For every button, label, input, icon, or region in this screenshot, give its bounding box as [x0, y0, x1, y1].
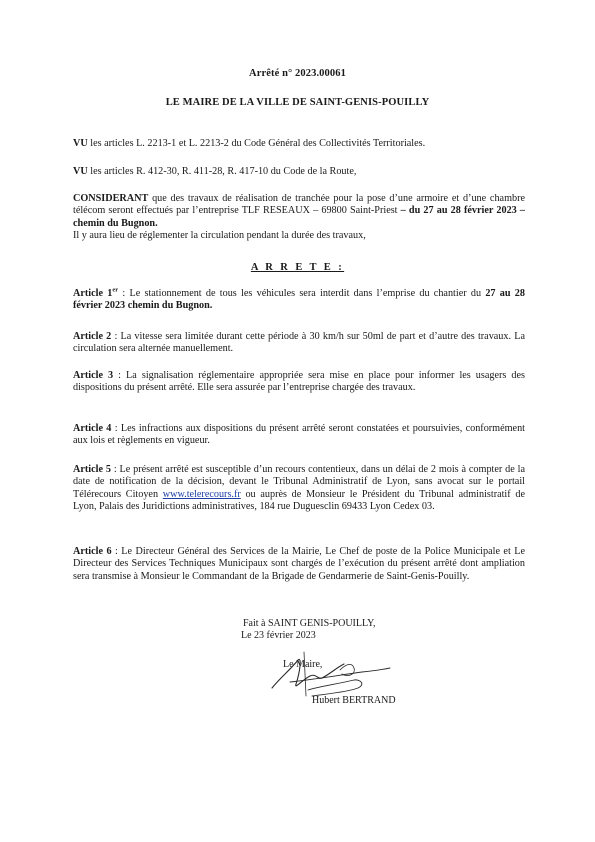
- telerecours-link[interactable]: www.telerecours.fr: [162, 488, 241, 500]
- article-5: [73, 464, 525, 514]
- article-1: [73, 288, 525, 313]
- article-dates: 27 au 28 février 2023 chemin du Bugnon.: [73, 288, 525, 312]
- vu-text: les articles R. 412-30, R. 411-28, R. 417-10 du Code de la Route,: [87, 166, 357, 177]
- considerant-lead: CONSIDERANT: [73, 193, 149, 204]
- vu-paragraph-1: [73, 138, 525, 150]
- vu-paragraph-2: [73, 166, 525, 178]
- considerant-paragraph: [73, 193, 525, 243]
- article-text: : Le Directeur Général des Services de la Mairie, Le Chef de poste de la Police Municipale et Le Directeur des Services Techniques Municipaux sont chargés de l’exécution du présent arrêté dont ampliation sera transmise à Monsieur le Commandant de la Brigade de Gendarmerie de Saint-Genis-Pouilly.: [73, 546, 525, 582]
- decision-heading: A R R E T E :: [250, 262, 345, 273]
- article-text: : Les infractions aux dispositions du présent arrêté seront constatées et poursuivies, conformément aux lois et règlements en vigueur.: [73, 423, 525, 447]
- signature-date: Le 23 février 2023: [241, 630, 316, 641]
- article-label: Article 6: [73, 546, 112, 557]
- article-label: Article 5: [73, 464, 111, 475]
- considerant-conclusion: Il y aura lieu de réglementer la circulation pendant la durée des travaux,: [73, 230, 366, 242]
- article-text: : Le présent arrêté est susceptible d’un recours contentieux, dans un délai de 2 mois à compter de la date de notification de la décision, devant le Tribunal Administratif de Lyon, sans avocat sur le portail Télérecours Citoyen: [73, 464, 525, 500]
- vu-text: les articles L. 2213-1 et L. 2213-2 du Code Général des Collectivités Territoriales.: [87, 138, 426, 149]
- article-3: [73, 370, 525, 395]
- article-text: : La vitesse sera limitée durant cette période à 30 km/h sur 50ml de part et d’autre des travaux. La circulation sera alternée manuellement.: [73, 331, 525, 355]
- article-6: [73, 546, 525, 583]
- article-label: Article 1er: [73, 286, 119, 299]
- article-label: Article 4: [73, 423, 112, 434]
- article-text: ou auprès de Monsieur le Président du Tribunal administratif de Lyon, Palais des Juridictions administratives, 184 rue Duguesclin 69433 Lyon Cedex 03.: [73, 488, 525, 513]
- article-label: Article 2: [73, 331, 112, 342]
- signature-role: Le Maire,: [283, 659, 323, 670]
- considerant-dates: – du 27 au 28 février 2023 – chemin du Bugnon.: [73, 205, 526, 229]
- article-text: Le stationnement de tous les véhicules sera interdit dans l’emprise du chantier du: [125, 288, 486, 299]
- article-label: Article 3: [73, 370, 114, 381]
- article-2: [73, 331, 525, 356]
- signature-place: Fait à SAINT GENIS-POUILLY,: [243, 618, 376, 629]
- vu-lead: VU: [73, 138, 88, 149]
- article-4: [73, 423, 525, 448]
- considerant-text: que des travaux de réalisation de tranchée pour la pose d’une armoire et d’une chambre télécom seront effectués par l’entreprise TLF RESEAUX – 69800 Saint-Priest: [73, 193, 525, 217]
- article-text: :: [118, 288, 126, 299]
- signatory-name: Hubert BERTRAND: [312, 695, 396, 706]
- vu-lead: VU: [73, 166, 88, 177]
- issuing-authority: LE MAIRE DE LA VILLE DE SAINT-GENIS-POUILLY: [165, 97, 430, 108]
- article-text: : La signalisation réglementaire appropriée sera mise en place pour informer les usagers des dispositions du présent arrêté. Elle sera assurée par l’entreprise chargée des travaux.: [73, 370, 525, 394]
- order-number: Arrêté n° 2023.00061: [249, 68, 346, 79]
